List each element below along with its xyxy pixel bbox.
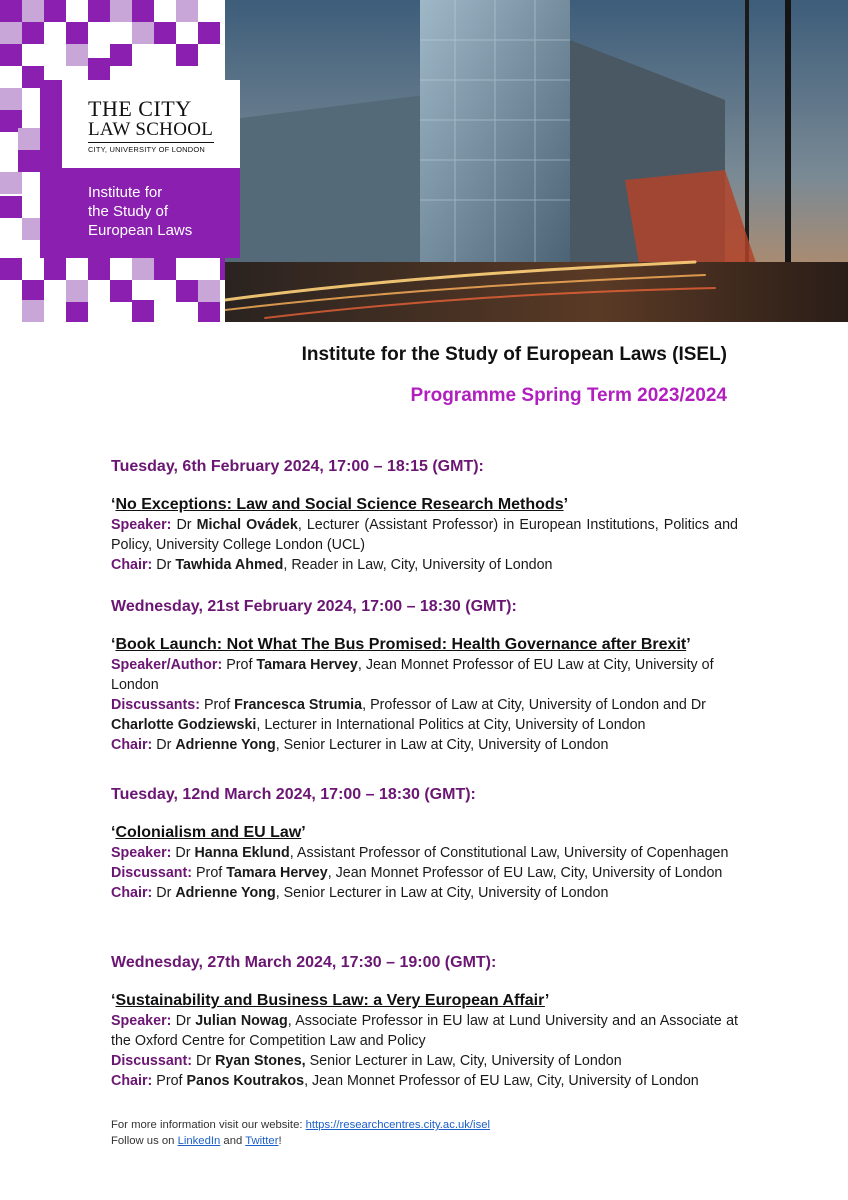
website-line: For more information visit our website: https://researchcentres.city.ac.uk/isel	[111, 1119, 491, 1131]
event-title: ‘Colonialism and EU Law’	[111, 824, 306, 841]
speaker-line: Speaker: Dr Michal Ovádek, Lecturer (Assistant Professor) in European Institutions, Politics and Policy, University College London (UCL)	[111, 517, 738, 553]
speaker-line: Speaker/Author: Prof Tamara Hervey, Jean Monnet Professor of EU Law at City, University of London	[111, 657, 714, 693]
page-subtitle: Programme Spring Term 2023/2024	[410, 385, 727, 406]
event-date: Tuesday, 12nd March 2024, 17:00 – 18:30 (GMT):	[111, 786, 476, 803]
city-law-school-logo	[62, 80, 240, 258]
discussants-line: Discussants: Prof Francesca Strumia, Professor of Law at City, University of London and Dr Charlotte Godziewski, Lecturer in International Politics at City, University of London	[111, 697, 706, 733]
logo-text-university: CITY, UNIVERSITY OF LONDON	[88, 145, 206, 154]
event-title: ‘Book Launch: Not What The Bus Promised: Health Governance after Brexit’	[111, 636, 691, 653]
event-date: Wednesday, 27th March 2024, 17:30 – 19:00 (GMT):	[111, 954, 497, 971]
footer	[111, 1117, 490, 1149]
header-banner	[0, 0, 848, 322]
chair-line: Chair: Dr Tawhida Ahmed, Reader in Law, City, University of London	[111, 557, 553, 573]
twitter-link[interactable]: Twitter	[245, 1135, 279, 1147]
discussant-line: Discussant: Dr Ryan Stones, Senior Lecturer in Law, City, University of London	[111, 1053, 622, 1069]
event-3	[111, 785, 738, 903]
website-link[interactable]: https://researchcentres.city.ac.uk/isel	[305, 1119, 491, 1131]
event-title: ‘No Exceptions: Law and Social Science Research Methods’	[111, 496, 569, 513]
chair-line: Chair: Dr Adrienne Yong, Senior Lecturer in Law at City, University of London	[111, 737, 609, 753]
institute-line-1: Institute for	[88, 184, 163, 201]
logo-divider	[88, 142, 214, 143]
event-2	[111, 597, 738, 755]
discussant-line: Discussant: Prof Tamara Hervey, Jean Monnet Professor of EU Law, City, University of London	[111, 865, 723, 881]
linkedin-link[interactable]: LinkedIn	[177, 1135, 221, 1147]
event-title: ‘Sustainability and Business Law: a Very European Affair’	[111, 992, 550, 1009]
event-4	[111, 953, 738, 1091]
social-line: Follow us on LinkedIn and Twitter!	[111, 1135, 282, 1147]
speaker-line: Speaker: Dr Hanna Eklund, Assistant Professor of Constitutional Law, University of Copenhagen	[111, 845, 729, 861]
institute-line-2: the Study of	[88, 203, 169, 220]
institute-line-3: European Laws	[88, 222, 193, 239]
event-1	[111, 457, 738, 575]
speaker-line: Speaker: Dr Julian Nowag, Associate Professor in EU law at Lund University and an Associate at the Oxford Centre for Competition Law and Policy	[111, 1013, 738, 1049]
chair-line: Chair: Prof Panos Koutrakos, Jean Monnet Professor of EU Law, City, University of London	[111, 1073, 699, 1089]
event-date: Wednesday, 21st February 2024, 17:00 – 18:30 (GMT):	[111, 598, 517, 615]
building-photo	[225, 0, 848, 322]
page-title: Institute for the Study of European Laws (ISEL)	[301, 344, 727, 365]
logo-text-the-city: THE CITY	[88, 96, 192, 121]
logo-text-law-school: LAW SCHOOL	[88, 119, 214, 140]
event-date: Tuesday, 6th February 2024, 17:00 – 18:15 (GMT):	[111, 458, 484, 475]
chair-line: Chair: Dr Adrienne Yong, Senior Lecturer in Law at City, University of London	[111, 885, 609, 901]
